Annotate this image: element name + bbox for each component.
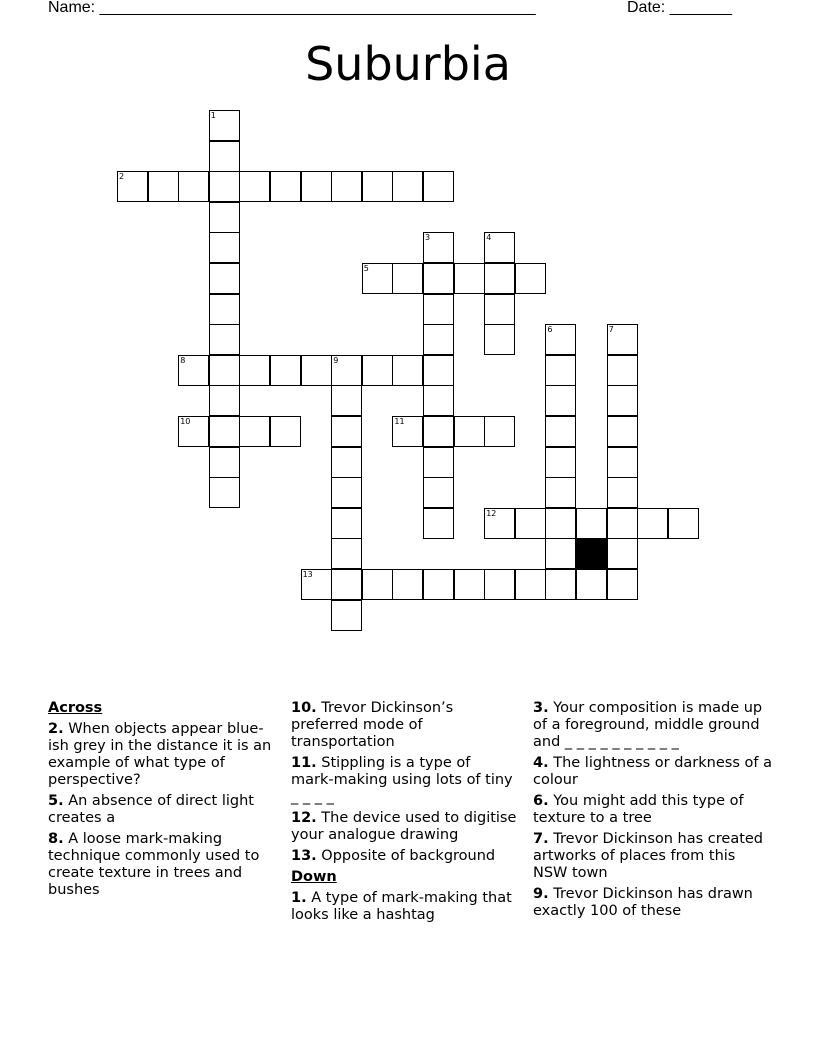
grid-cell[interactable]	[454, 416, 485, 447]
grid-cell[interactable]	[209, 232, 240, 263]
grid-cell[interactable]	[362, 263, 393, 294]
grid-cell[interactable]	[607, 355, 638, 386]
grid-cell[interactable]	[545, 385, 576, 416]
clue-across-12	[291, 810, 517, 844]
clues-column-2	[291, 700, 517, 928]
grid-cell[interactable]	[423, 477, 454, 508]
grid-cell[interactable]	[178, 416, 209, 447]
grid-cell[interactable]	[270, 355, 301, 386]
grid-cell[interactable]	[209, 324, 240, 355]
clues-column-1	[48, 700, 280, 903]
grid-cell[interactable]	[423, 385, 454, 416]
grid-cell[interactable]	[423, 416, 454, 447]
black-cell	[576, 538, 607, 569]
grid-cell[interactable]	[545, 324, 576, 355]
clue-across-10	[291, 700, 517, 751]
name-line[interactable]: _________________________________________________	[99, 0, 536, 16]
clue-text: The lightness or darkness of a colour	[533, 755, 772, 788]
clue-text: Trevor Dickinson has drawn exactly 100 of these	[533, 886, 753, 919]
grid-cell[interactable]	[331, 538, 362, 569]
grid-cell[interactable]	[209, 263, 240, 294]
grid-cell[interactable]	[545, 355, 576, 386]
grid-cell[interactable]	[209, 355, 240, 386]
clue-number: 1.	[291, 890, 307, 906]
grid-cell[interactable]	[331, 600, 362, 631]
grid-cell[interactable]	[209, 416, 240, 447]
grid-cell[interactable]	[331, 385, 362, 416]
grid-cell[interactable]	[209, 294, 240, 325]
clue-text: Stippling is a type of mark-making using lots of tiny _ _ _ _	[291, 755, 513, 805]
grid-cell[interactable]	[484, 508, 515, 539]
grid-cell[interactable]	[607, 324, 638, 355]
grid-cell[interactable]	[392, 569, 423, 600]
clue-number-label: 1	[210, 111, 216, 120]
clue-number-label: 4	[486, 233, 492, 243]
grid-cell[interactable]	[362, 355, 393, 386]
grid-cell[interactable]	[331, 569, 362, 600]
grid-cell[interactable]	[668, 508, 699, 539]
grid-cell[interactable]	[637, 508, 668, 539]
grid-cell[interactable]	[576, 569, 607, 600]
clue-down-3	[533, 700, 773, 751]
across-heading: Across	[48, 700, 103, 716]
clue-number: 9.	[533, 886, 549, 902]
down-heading: Down	[291, 869, 337, 885]
clue-text: A loose mark-making technique commonly used to create texture in trees and bushes	[48, 831, 260, 898]
grid-cell[interactable]	[331, 477, 362, 508]
grid-cell[interactable]	[484, 416, 515, 447]
grid-cell[interactable]	[117, 171, 148, 202]
clue-across-5	[48, 793, 280, 827]
grid-cell[interactable]	[209, 447, 240, 478]
grid-cell[interactable]	[301, 171, 332, 202]
grid-cell[interactable]	[148, 171, 179, 202]
grid-cell[interactable]	[607, 477, 638, 508]
grid-cell[interactable]	[239, 416, 270, 447]
grid-cell[interactable]	[576, 508, 607, 539]
clue-down-7	[533, 831, 773, 882]
grid-cell[interactable]	[454, 263, 485, 294]
clue-number-label: 2	[119, 172, 125, 182]
clue-number: 11.	[291, 755, 317, 771]
grid-cell[interactable]	[545, 569, 576, 600]
grid-cell[interactable]	[607, 538, 638, 569]
grid-cell[interactable]	[362, 569, 393, 600]
clue-number-label: 12	[486, 508, 497, 518]
clue-number: 13.	[291, 848, 317, 864]
clue-text: Your composition is made up of a foreground, middle ground and _ _ _ _ _ _ _ _ _ _	[533, 700, 763, 750]
grid-cell[interactable]	[331, 447, 362, 478]
grid-cell[interactable]	[239, 355, 270, 386]
grid-cell[interactable]	[607, 508, 638, 539]
clue-text: An absence of direct light creates a	[48, 793, 254, 826]
clue-text: Opposite of background	[321, 848, 496, 864]
grid-cell[interactable]	[423, 171, 454, 202]
clue-number-label: 13	[302, 570, 313, 579]
grid-cell[interactable]	[392, 355, 423, 386]
grid-cell[interactable]	[423, 447, 454, 478]
clue-text: The device used to digitise your analogue drawing	[291, 810, 517, 843]
grid-cell[interactable]	[515, 569, 546, 600]
clue-number-label: 7	[608, 325, 614, 335]
clue-down-6	[533, 793, 773, 827]
clue-number: 4.	[533, 755, 549, 771]
clue-text: When objects appear blue-ish grey in the distance it is an example of what type of perspective?	[48, 721, 272, 788]
grid-cell[interactable]	[484, 263, 515, 294]
grid-cell[interactable]	[454, 569, 485, 600]
clue-text: Trevor Dickinson’s preferred mode of transportation	[291, 700, 454, 750]
grid-cell[interactable]	[331, 416, 362, 447]
grid-cell[interactable]	[301, 569, 332, 600]
clue-number-label: 6	[547, 325, 553, 335]
grid-cell[interactable]	[545, 447, 576, 478]
grid-cell[interactable]	[270, 171, 301, 202]
grid-cell[interactable]	[423, 263, 454, 294]
grid-cell[interactable]	[423, 508, 454, 539]
clues-column-3	[533, 700, 773, 924]
grid-cell[interactable]	[301, 355, 332, 386]
clue-number: 3.	[533, 700, 549, 716]
grid-cell[interactable]	[209, 385, 240, 416]
grid-cell[interactable]	[209, 477, 240, 508]
grid-cell[interactable]	[484, 324, 515, 355]
clue-across-11	[291, 755, 517, 806]
clue-number-label: 5	[363, 264, 369, 273]
grid-cell[interactable]	[239, 171, 270, 202]
grid-cell[interactable]	[331, 355, 362, 386]
grid-cell[interactable]	[209, 141, 240, 172]
grid-cell[interactable]	[270, 416, 301, 447]
grid-cell[interactable]	[392, 263, 423, 294]
clue-text: Trevor Dickinson has created artworks of places from this NSW town	[533, 831, 764, 881]
grid-cell[interactable]	[423, 355, 454, 386]
clue-down-4	[533, 755, 773, 789]
clue-text: A type of mark-making that looks like a hashtag	[291, 890, 512, 923]
clue-across-2	[48, 721, 280, 789]
grid-cell[interactable]	[331, 171, 362, 202]
grid-cell[interactable]	[484, 294, 515, 325]
clue-number-label: 8	[180, 355, 186, 365]
clue-across-8	[48, 831, 280, 899]
grid-cell[interactable]	[607, 569, 638, 600]
clue-down-1	[291, 890, 517, 924]
grid-cell[interactable]	[392, 416, 423, 447]
grid-cell[interactable]	[607, 385, 638, 416]
grid-cell[interactable]	[545, 508, 576, 539]
clue-number-label: 10	[180, 417, 191, 426]
clue-number: 10.	[291, 700, 317, 716]
clue-number: 7.	[533, 831, 549, 847]
grid-cell[interactable]	[362, 171, 393, 202]
grid-cell[interactable]	[392, 171, 423, 202]
grid-cell[interactable]	[331, 508, 362, 539]
grid-cell[interactable]	[209, 202, 240, 233]
date-label: Date:	[627, 0, 666, 16]
grid-cell[interactable]	[423, 569, 454, 600]
grid-cell[interactable]	[515, 508, 546, 539]
clue-number-label: 11	[394, 417, 405, 426]
grid-cell[interactable]	[484, 232, 515, 263]
grid-cell[interactable]	[607, 447, 638, 478]
page-title: Suburbia	[305, 37, 511, 91]
grid-cell[interactable]	[545, 477, 576, 508]
grid-cell[interactable]	[607, 416, 638, 447]
clue-number: 5.	[48, 793, 64, 809]
grid-cell[interactable]	[484, 569, 515, 600]
grid-cell[interactable]	[209, 110, 240, 141]
clue-text: You might add this type of texture to a tree	[533, 793, 744, 826]
grid-cell[interactable]	[515, 263, 546, 294]
clue-across-13	[291, 848, 517, 865]
clue-number: 8.	[48, 831, 64, 847]
grid-cell[interactable]	[423, 324, 454, 355]
clue-number-label: 9	[333, 355, 339, 365]
grid-cell[interactable]	[209, 171, 240, 202]
clue-number: 12.	[291, 810, 317, 826]
grid-cell[interactable]	[545, 538, 576, 569]
grid-cell[interactable]	[178, 171, 209, 202]
clue-number: 2.	[48, 721, 64, 737]
name-label: Name:	[48, 0, 96, 16]
grid-cell[interactable]	[178, 355, 209, 386]
clue-down-9	[533, 886, 773, 920]
clue-number-label: 3	[425, 233, 431, 243]
grid-cell[interactable]	[423, 294, 454, 325]
grid-cell[interactable]	[423, 232, 454, 263]
grid-cell[interactable]	[545, 416, 576, 447]
date-line[interactable]: _______	[669, 0, 732, 16]
clue-number: 6.	[533, 793, 549, 809]
